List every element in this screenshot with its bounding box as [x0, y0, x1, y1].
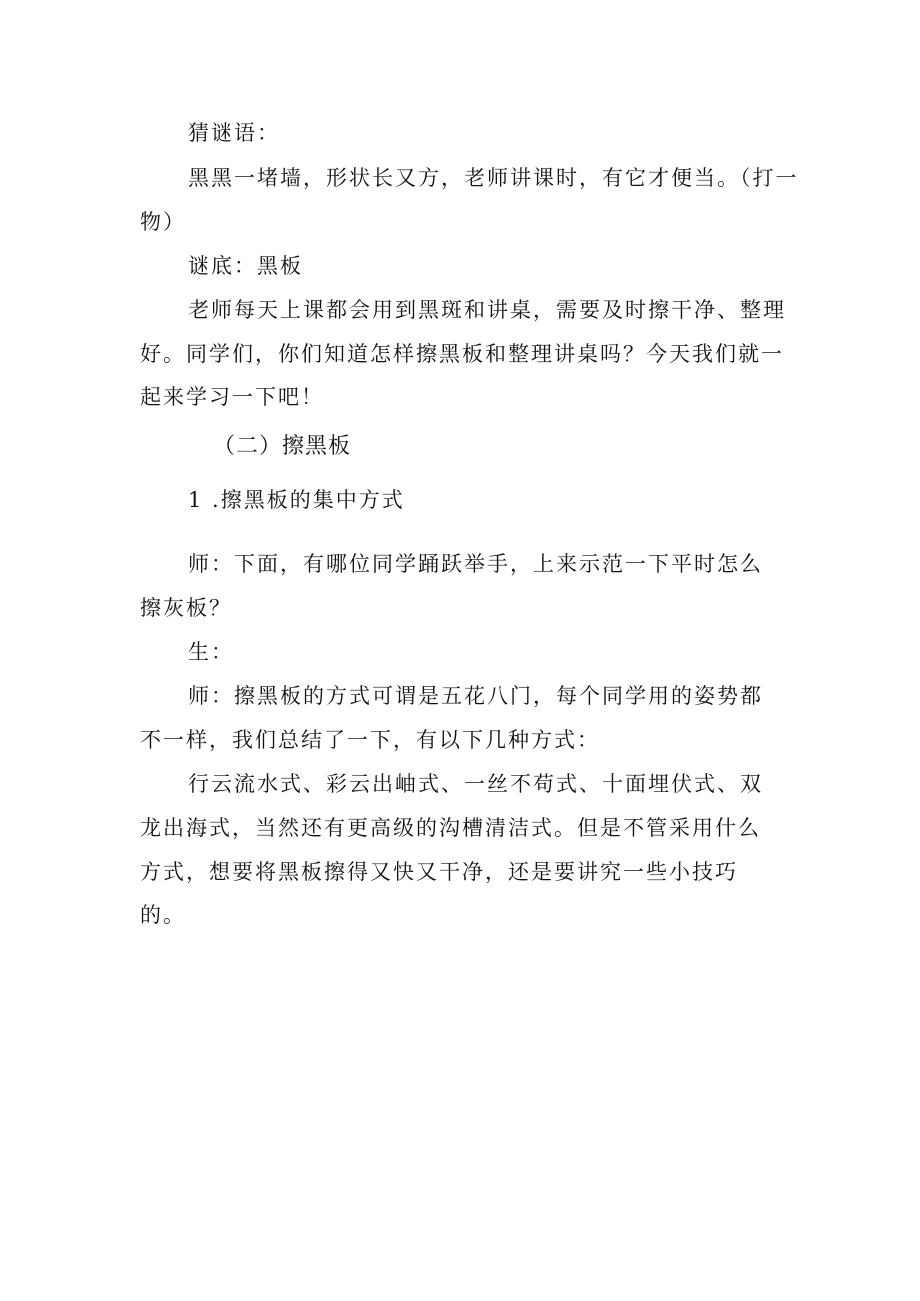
teacher-prompt-line-2: 擦灰板？	[140, 596, 232, 620]
intro-line-2: 好。同学们，你们知道怎样擦黑板和整理讲桌吗？今天我们就一	[140, 342, 784, 366]
methods-line-2: 龙出海式，当然还有更高级的沟槽清洁式。但是不管采用什么	[140, 816, 761, 840]
teacher-summary-line-2: 不一样，我们总结了一下，有以下几种方式：	[140, 728, 600, 752]
section-heading: （二）擦黑板	[213, 434, 352, 459]
teacher-summary-line-1: 师：擦黑板的方式可谓是五花八门，每个同学用的姿势都	[188, 684, 763, 708]
methods-line-1: 行云流水式、彩云出岫式、一丝不苟式、十面埋伏式、双	[188, 772, 763, 796]
methods-line-4: 的。	[140, 903, 186, 927]
methods-line-3: 方式，想要将黑板擦得又快又干净，还是要讲究一些小技巧	[140, 860, 738, 884]
section-subheading: 1 .擦黑板的集中方式	[188, 488, 405, 512]
riddle-text-line-2: 物）	[140, 210, 186, 234]
riddle-label: 猜谜语：	[188, 121, 280, 145]
intro-line-3: 起来学习一下吧！	[140, 385, 324, 409]
student-response: 生：	[188, 640, 234, 664]
teacher-prompt-line-1: 师：下面，有哪位同学踊跃举手，上来示范一下平时怎么	[188, 552, 763, 576]
riddle-answer: 谜底：黑板	[188, 254, 303, 278]
riddle-text-line-1: 黑黑一堵墙，形状长又方，老师讲课时，有它才便当。（打一	[188, 166, 799, 190]
intro-line-1: 老师每天上课都会用到黑斑和讲桌，需要及时擦干净、整理	[188, 298, 786, 322]
